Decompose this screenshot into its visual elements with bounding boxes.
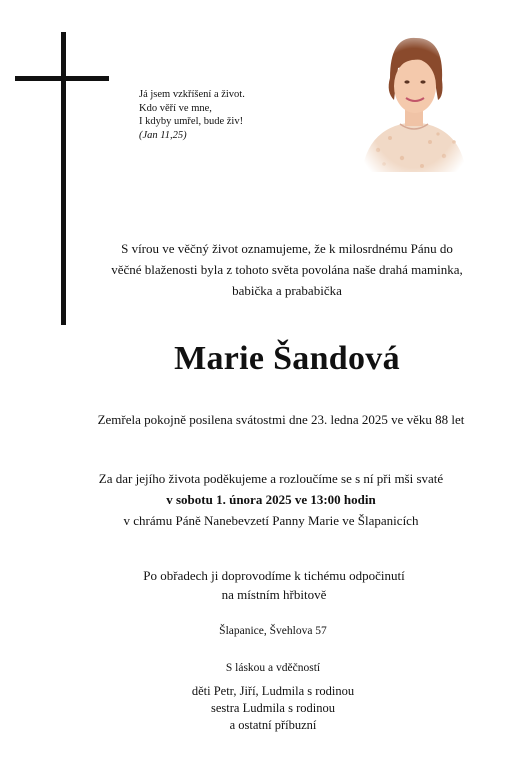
signature-lead: S láskou a vděčností — [225, 662, 321, 674]
family-line: děti Petr, Jiří, Ludmila s rodinou — [191, 684, 355, 698]
ceremony-date-time: v sobotu 1. února 2025 ve 13:00 hodin — [166, 492, 376, 507]
verse-line: Kdo věří ve mne, — [139, 102, 212, 114]
ceremony-line: Za dar jejího života poděkujeme a rozloučíme se s ní při mši svaté — [98, 471, 444, 486]
burial-line: na místním hřbitově — [221, 587, 327, 602]
verse-reference: (Jan 11,25) — [139, 129, 187, 141]
portrait-photo — [360, 30, 468, 172]
burial-line: Po obřadech ji doprovodíme k tichému odpočinutí — [143, 568, 405, 583]
intro-text — [60, 238, 514, 301]
intro-line: babička a prababička — [232, 283, 342, 298]
cross-icon-bar — [15, 76, 109, 81]
death-notice: Zemřela pokojně posilena svátostmi dne 23. ledna 2025 ve věku 88 let — [97, 412, 465, 427]
family-line: a ostatní příbuzní — [229, 718, 317, 732]
ceremony-location: v chrámu Páně Nanebevzetí Panny Marie ve Šlapanicích — [123, 513, 419, 528]
mourning-address: Šlapanice, Švehlova 57 — [219, 625, 327, 637]
burial-info — [0, 566, 531, 604]
intro-line: S vírou ve věčný život oznamujeme, že k milosrdnému Pánu do — [121, 241, 453, 256]
ceremony-info — [0, 468, 531, 531]
verse-line: Já jsem vzkříšení a život. — [139, 89, 245, 100]
bible-verse — [139, 88, 245, 142]
family-signature — [0, 660, 531, 734]
family-line: sestra Ludmila s rodinou — [211, 701, 335, 715]
deceased-name: Marie Šandová — [174, 340, 400, 377]
intro-line: věčné blaženosti byla z tohoto světa povolána naše drahá maminka, — [111, 262, 463, 277]
verse-line: I kdyby umřel, bude živ! — [139, 116, 244, 127]
